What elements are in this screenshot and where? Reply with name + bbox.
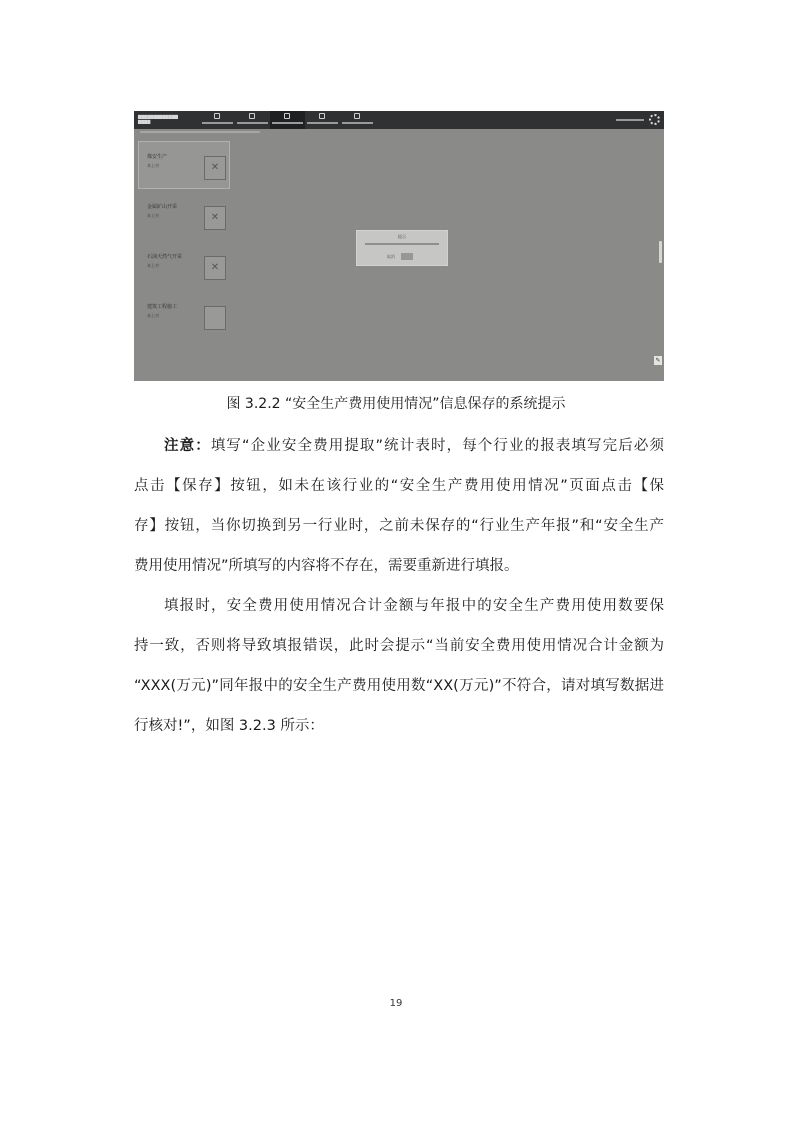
dialog-confirm-button[interactable] bbox=[401, 253, 413, 260]
industry-card[interactable] bbox=[138, 291, 230, 339]
app-brand: ▇▇▇▇▇▇▇▇▇▇▇▇▇ ▇▇▇▇ bbox=[138, 114, 178, 124]
org-logo-icon bbox=[649, 114, 660, 125]
app-topbar bbox=[134, 111, 664, 129]
note-line-2: 点击【保存】按钮，如未在该行业的“安全生产费用使用情况”页面点击【保 bbox=[134, 478, 664, 494]
breadcrumb bbox=[140, 131, 260, 133]
card-name: 石油天然气开采 bbox=[147, 254, 183, 260]
nav-item-2[interactable] bbox=[235, 111, 270, 129]
save-prompt-dialog bbox=[356, 230, 448, 266]
para2-line-3: “XXX(万元)”同年报中的安全生产费用使用数“XX(万元)”不符合，请对填写数据进 bbox=[134, 678, 664, 694]
card-status: 本上对 bbox=[147, 163, 159, 168]
help-icon bbox=[354, 113, 360, 119]
para2-line-1: 填报时，安全费用使用情况合计金额与年报中的安全生产费用使用数要保 bbox=[164, 598, 664, 614]
nav-item-1[interactable] bbox=[200, 111, 235, 129]
para2-line-2: 持一致，否则将导致填报错误，此时会提示“当前安全费用使用情况合计金额为 bbox=[134, 638, 664, 654]
grid-icon bbox=[214, 113, 220, 119]
card-status: 本上对 bbox=[147, 313, 159, 318]
card-name: 煤安生产 bbox=[147, 154, 168, 160]
dialog-message bbox=[365, 243, 439, 245]
card-status: 本上对 bbox=[147, 263, 159, 268]
note-label: 注意： bbox=[164, 438, 211, 454]
card-name: 建筑工程施工 bbox=[147, 304, 178, 310]
close-icon: ✕ bbox=[210, 162, 220, 173]
document-icon bbox=[204, 306, 226, 330]
app-nav bbox=[200, 111, 375, 129]
industry-card[interactable] bbox=[138, 141, 230, 189]
feedback-icon[interactable]: ✎ bbox=[655, 357, 661, 364]
dialog-title: 提示 bbox=[398, 234, 406, 239]
nav-item-5[interactable] bbox=[340, 111, 375, 129]
figure-screenshot bbox=[134, 111, 664, 381]
note-line-1: 注意：填写“企业安全费用提取”统计表时，每个行业的报表填写完后必须 bbox=[164, 438, 664, 454]
page-number: 19 bbox=[389, 998, 403, 1009]
industry-card[interactable] bbox=[138, 241, 230, 289]
chart-icon bbox=[319, 113, 325, 119]
user-area bbox=[616, 114, 660, 126]
nav-item-4[interactable] bbox=[305, 111, 340, 129]
industry-card-list bbox=[138, 141, 230, 341]
para2-line-4: 行核对!”，如图 3.2.3 所示： bbox=[134, 718, 324, 734]
nav-item-3[interactable] bbox=[270, 111, 305, 129]
note-line-4: 费用使用情况”所填写的内容将不存在，需要重新进行填报。 bbox=[134, 558, 519, 574]
card-status: 本上对 bbox=[147, 213, 159, 218]
scrollbar[interactable] bbox=[659, 241, 662, 263]
industry-card[interactable] bbox=[138, 191, 230, 239]
note-line-3: 存】按钮，当你切换到另一行业时，之前未保存的“行业生产年报”和“安全生产 bbox=[134, 518, 664, 534]
close-icon: ✕ bbox=[210, 262, 220, 273]
close-icon: ✕ bbox=[210, 212, 220, 223]
link-icon bbox=[284, 113, 290, 119]
card-name: 金属矿山开采 bbox=[147, 204, 178, 210]
document-icon bbox=[249, 113, 255, 119]
figure-caption: 图 3.2.2 “安全生产费用使用情况”信息保存的系统提示 bbox=[226, 396, 566, 412]
dialog-cancel-button[interactable]: 取消 bbox=[387, 254, 395, 259]
